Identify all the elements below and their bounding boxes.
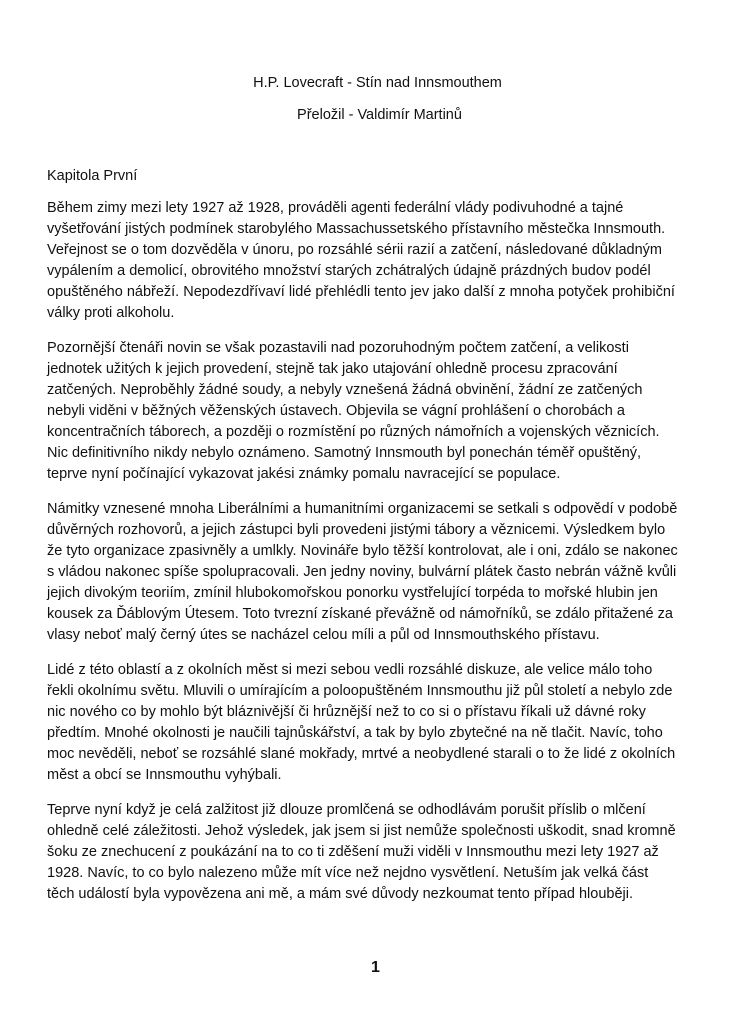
- paragraph: Lidé z této oblastí a z okolních měst si mezi sebou vedli rozsáhlé diskuze, ale velice málo toho řekli okolnímu světu. Mluvili o umírajícím a poloopuštěném Innsmouthu již půl století a nebylo zde nic nového co by mohlo být bláznivější či hrůznější než to co si o přístavu říkali už dávné roky předtím. Mnohé okolnosti je naučili tajnůskářství, a tak by bylo zbytečné na ně tlačit. Navíc, toho moc nevěděli, neboť se rozsáhlé slané mokřady, mrtvé a neobydlené starali o to že lidé z okolních měst a obcí se Innsmouthu vyhýbali.: [47, 662, 676, 783]
- chapter-title: Kapitola První: [47, 168, 138, 184]
- paragraph: Pozornější čtenáři novin se však pozastavili nad pozoruhodným počtem zatčení, a velikosti jednotek užitých k jejich provedení, stejně tak jako utajování ohledně procesu zpracování zatčených. Neproběhly žádné soudy, a nebyly vznešená žádná obvinění, žádní ze zatčených nebyli viděni v běžných věženských ústavech. Objevila se vágní prohlášení o chorobách a koncentračních táborech, a později o rozmístění po různých námořních a vojenských věznicích. Nic definitivního nikdy nebylo oznámeno. Samotný Innsmouth byl ponechán téměř opuštěný, teprve nyní počínající vykazovat jakési známky pomalu navracející se populace.: [47, 340, 660, 482]
- translator-line: Přeložil - Valdimír Martinů: [297, 107, 462, 123]
- paragraph: Námitky vznesené mnoha Liberálními a humanitními organizacemi se setkali s odpovědí v podobě důvěrných rozhovorů, a jejich zástupci byli provedeni jistými tábory a věznicemi. Výsledkem bylo že tyto organizace zpasivněly a umlkly. Novináře bylo těžší kontrolovat, ale i oni, zdálo se nakonec s vládou nakonec spíše spolupracovali. Jen jedny noviny, bulvární plátek často nebrán vážně kvůli jejich divokým teoriím, zmínil hlubokomořskou ponorku vystřelující torpéda to mořské hlubin jen kousek za Ďáblovým Útesem. Toto tvrezní získané převážně od námořníků, se zdálo přitažené za vlasy neboť malý černý útes se nacházel celou míli a půl od Innsmouthského přístavu.: [47, 501, 678, 643]
- paragraph: Teprve nyní když je celá zalžitost již dlouze promlčená se odhodlávám porušit příslib o mlčení ohledně celé záležitosti. Jehož výsledek, jak jsem si jist nemůže společnosti uškodit, snad kromně šoku ze znechucení z poukázání na to co ti zděšení muži viděli v Innsmouthu mezi lety 1927 až 1928. Navíc, to co bylo nalezeno může mít více než nejdno vysvětlení. Netuším jak velká část těch událostí byla vypovězena ani mě, a mám své důvody nezkoumat tento případ hlouběji.: [47, 802, 676, 902]
- page-number: 1: [371, 959, 380, 976]
- document-title: H.P. Lovecraft - Stín nad Innsmouthem: [253, 75, 502, 91]
- body-text: [47, 198, 679, 919]
- paragraph: Během zimy mezi lety 1927 až 1928, prováděli agenti federální vlády podivuhodné a tajné vyšetřování jistých podmínek starobylého Massachussetského přístavního městečka Innsmouth. Veřejnost se o tom dozvěděla v únoru, po rozsáhlé sérii razií a zatčení, následované důkladným vypálením a demolicí, obrovitého množství starých zchátralých údajně prázdných budov podél opuštěného nábřeží. Nepodezdřívaví lidé přehlédli tento jev jako další z mnoha potyček prohibiční války proti alkoholu.: [47, 200, 675, 321]
